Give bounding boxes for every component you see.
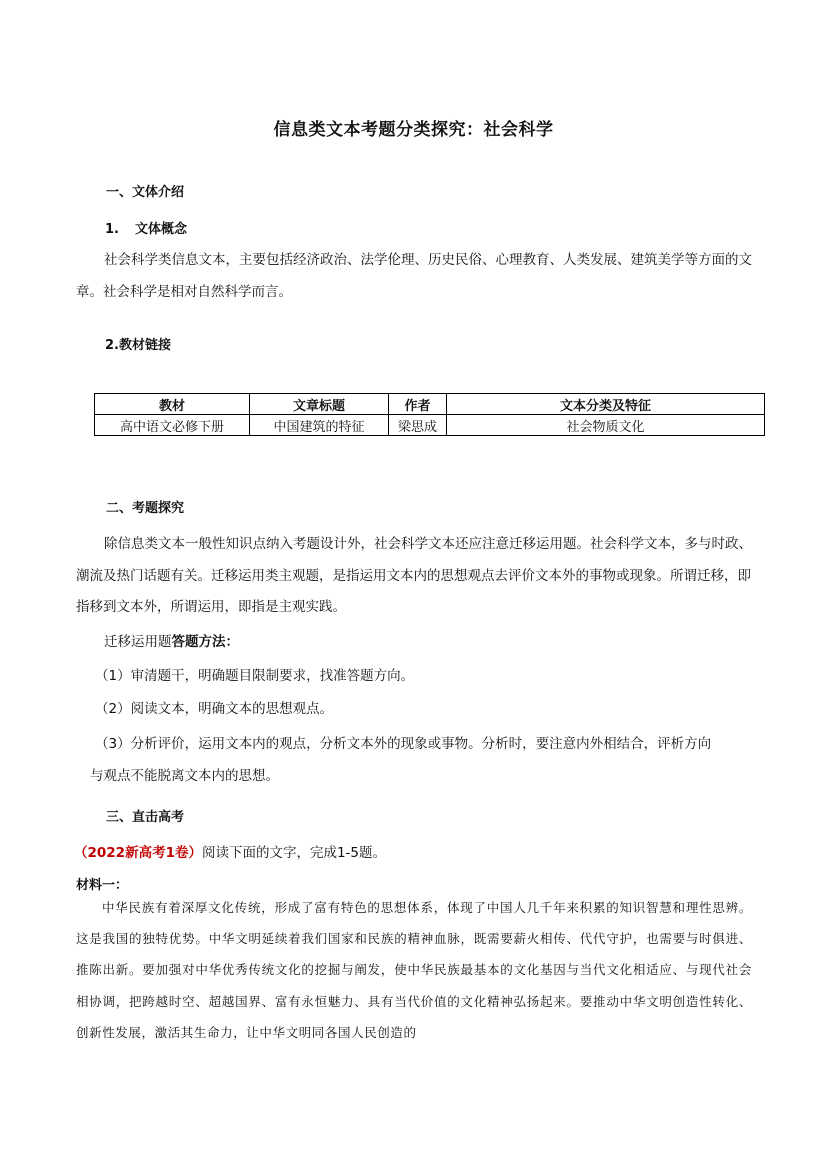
section-heading-exam: 二、考题探究	[106, 501, 185, 516]
table-header: 教材	[95, 394, 250, 415]
section-heading-gaokao: 三、直击高考	[106, 810, 185, 825]
method-heading	[104, 627, 239, 657]
table-cell: 中国建筑的特征	[250, 415, 389, 436]
step-item: （2）阅读文本，明确文本的思想观点。	[95, 701, 334, 717]
table-cell: 高中语文必修下册	[95, 415, 250, 436]
exam-instruction: 阅读下面的文字，完成1-5题。	[201, 845, 387, 861]
method-prefix: 迁移运用题	[104, 634, 172, 650]
material-text: 中华民族有着深厚文化传统，形成了富有特色的思想体系，体现了中国人几千年来积累的知识智慧和理性思辨。这是我国的独特优势。中华文明延续着我们国家和民族的精神血脉，既需要薪火相传、代代守护，也需要与时俱进、推陈出新。要加强对中华优秀传统文化的挖掘与阐发，使中华民族最基本的文化基因与当代文化相适应、与现代社会相协调，把跨越时空、超越国界、富有永恒魅力、具有当代价值的文化精神弘扬起来。要推动中华文明创造性转化、创新性发展，激活其生命力，让中华文明同各国人民创造的	[76, 900, 752, 1040]
concept-paragraph: 社会科学类信息文本，主要包括经济政治、法学伦理、历史民俗、心理教育、人类发展、建筑美学等方面的文章。社会科学是相对自然科学而言。	[76, 252, 752, 300]
subheading-number: 1.	[105, 222, 119, 237]
section-heading-intro: 一、文体介绍	[106, 185, 185, 200]
table-header-row	[95, 394, 765, 415]
step-item: （3）分析评价，运用文本内的观点，分析文本外的现象或事物。分析时，要注意内外相结合，评析方向	[95, 736, 712, 752]
exam-source: （2022新高考1卷）	[74, 845, 202, 861]
table-row	[95, 415, 765, 436]
table-header: 文本分类及特征	[447, 394, 765, 415]
exam-paragraph: 除信息类文本一般性知识点纳入考题设计外，社会科学文本还应注意迁移运用题。社会科学文本，多与时政、潮流及热门话题有关。迁移运用类主观题，是指运用文本内的思想观点去评价文本外的事物或现象。所谓迁移，即指移到文本外，所谓运用，即指是主观实践。	[76, 536, 752, 615]
table-cell: 社会物质文化	[447, 415, 765, 436]
material-label: 材料一：	[76, 878, 129, 893]
subheading-label: 文体概念	[134, 222, 187, 237]
exam-source-line	[74, 838, 386, 868]
page-title: 信息类文本考题分类探究：社会科学	[273, 120, 554, 140]
step-continuation: 与观点不能脱离文本内的思想。	[90, 768, 279, 784]
subheading-textbook-link: 2.教材链接	[105, 338, 171, 353]
table-header: 文章标题	[250, 394, 389, 415]
subheading-concept	[105, 218, 187, 237]
table-cell: 梁思成	[389, 415, 447, 436]
textbook-table	[94, 393, 765, 436]
method-bold: 答题方法：	[171, 634, 239, 650]
step-item: （1）审清题干，明确题目限制要求，找准答题方向。	[95, 668, 415, 684]
table-header: 作者	[389, 394, 447, 415]
